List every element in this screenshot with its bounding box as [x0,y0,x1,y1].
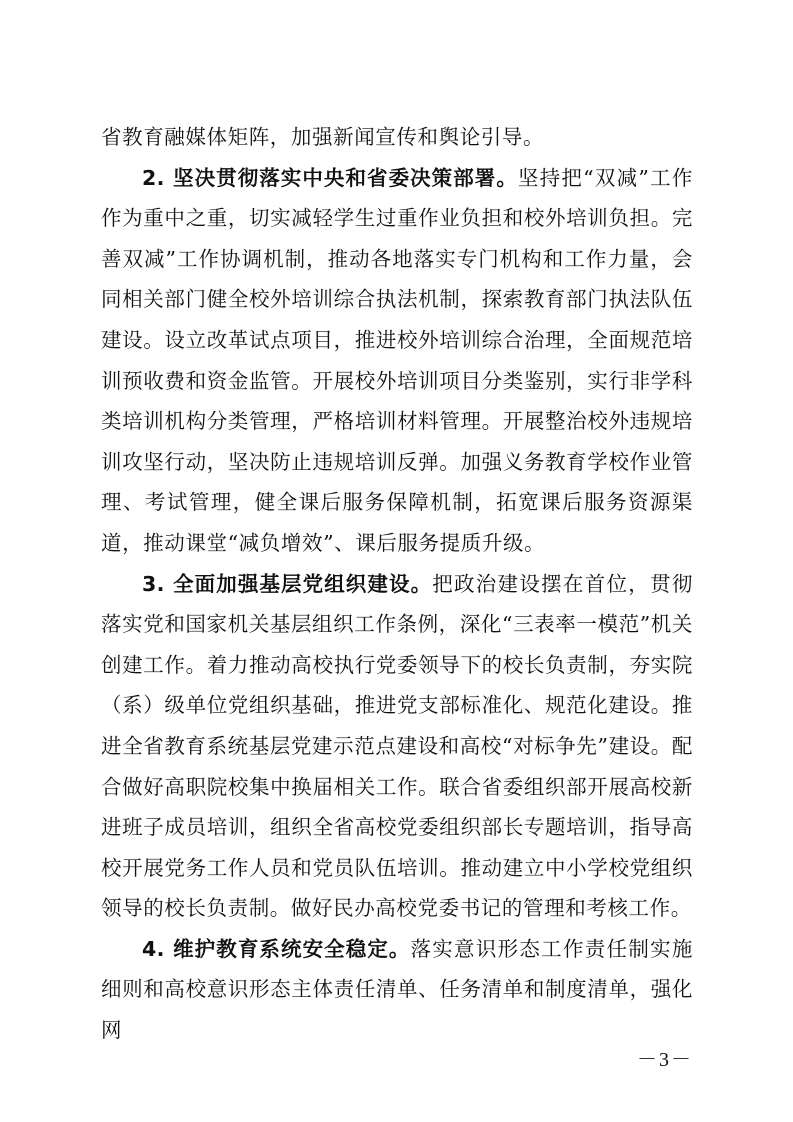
section-heading: 3. 全面加强基层党组织建设。 [142,571,433,596]
paragraph-party-building [101,564,693,929]
page-number: －3－ [637,1049,693,1071]
paragraph-security-stability [101,929,693,1051]
paragraph-text: 落实意识形态工作责任制实施细则和高校意识形态主体责任清单、任务清单和制度清单，强化网 [101,936,693,1043]
paragraph-continuation [101,117,693,158]
paragraph-double-reduction [101,158,693,564]
document-body [101,117,693,1051]
paragraph-text: 省教育融媒体矩阵，加强新闻宣传和舆论引导。 [101,125,545,149]
paragraph-text: 坚持把“双减”工作作为重中之重，切实减轻学生过重作业负担和校外培训负担。完善双减”工作协调机制，推动各地落实专门机构和工作力量，会同相关部门健全校外培训综合执法机制，探索教育部门执法队伍建设。设立改革试点项目，推进校外培训综合治理，全面规范培训预收费和资金监管。开展校外培训项目分类鉴别，实行非学科类培训机构分类管理，严格培训材料管理。开展整治校外违规培训攻坚行动，坚决防止违规培训反弹。加强义务教育学校作业管理、考试管理，健全课后服务保障机制，拓宽课后服务资源渠道，推动课堂“减负增效”、课后服务提质升级。 [101,165,693,555]
section-heading: 4. 维护教育系统安全稳定。 [142,936,411,961]
paragraph-text: 把政治建设摆在首位，贯彻落实党和国家机关基层组织工作条例，深化“三表率一模范”机关创建工作。着力推动高校执行党委领导下的校长负责制，夯实院（系）级单位党组织基础，推进党支部标准化、规范化建设。推进全省教育系统基层党建示范点建设和高校“对标争先”建设。配合做好高职院校集中换届相关工作。联合省委组织部开展高校新进班子成员培训，组织全省高校党委组织部长专题培训，指导高校开展党务工作人员和党员队伍培训。推动建立中小学校党组织领导的校长负责制。做好民办高校党委书记的管理和考核工作。 [101,571,693,921]
section-heading: 2. 坚决贯彻落实中央和省委决策部署。 [142,165,518,190]
